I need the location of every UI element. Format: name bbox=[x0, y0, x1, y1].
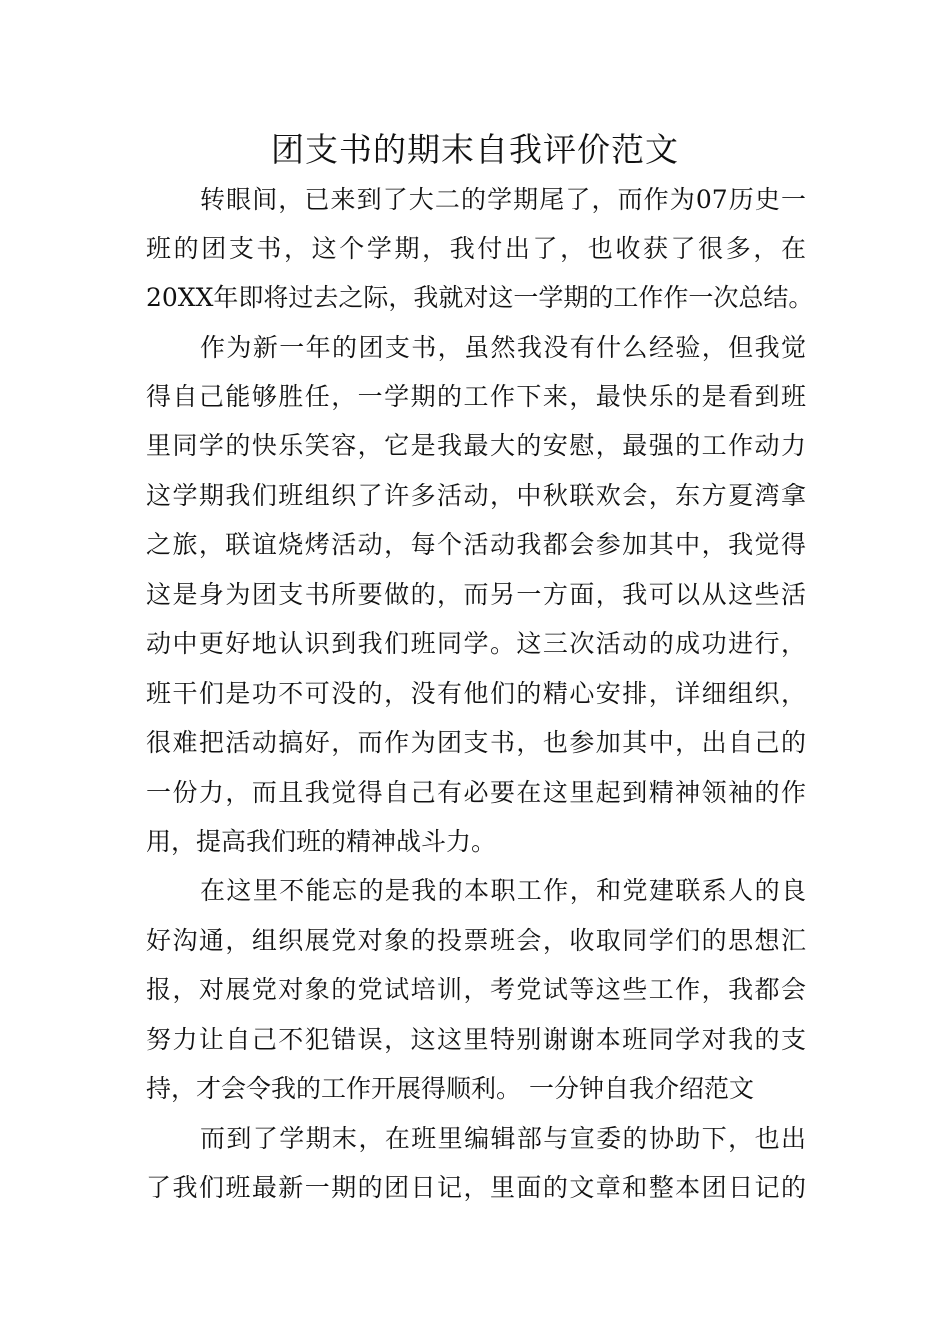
paragraph-3-line-1: 在这里不能忘的是我的本职工作，和党建联系人的良 bbox=[200, 876, 806, 905]
paragraph-2-line-6: 这是身为团支书所要做的，而另一方面，我可以从这些活 bbox=[146, 580, 806, 609]
paragraph-2-line-8: 班干们是功不可没的，没有他们的精心安排，详细组织， bbox=[146, 679, 806, 708]
paragraph-3-line-5: 持，才会令我的工作开展得顺利。 一分钟自我介绍范文 bbox=[146, 1074, 754, 1103]
paragraph-4-line-2: 了我们班最新一期的团日记，里面的文章和整本团日记的 bbox=[146, 1173, 806, 1202]
paragraph-2-line-11: 用，提高我们班的精神战斗力。 bbox=[146, 827, 497, 856]
paragraph-3-line-2: 好沟通，组织展党对象的投票班会，收取同学们的思想汇 bbox=[146, 926, 806, 955]
paragraph-2-line-1: 作为新一年的团支书，虽然我没有什么经验，但我觉 bbox=[200, 333, 806, 362]
paragraph-3-line-3: 报，对展党对象的党试培训，考党试等这些工作，我都会 bbox=[146, 975, 806, 1004]
paragraph-1-line-3: 20XX年即将过去之际，我就对这一学期的工作作一次总结。 bbox=[146, 283, 814, 312]
paragraph-2-line-5: 之旅，联谊烧烤活动，每个活动我都会参加其中，我觉得 bbox=[146, 530, 806, 559]
paragraph-2-line-4: 这学期我们班组织了许多活动，中秋联欢会，东方夏湾拿 bbox=[146, 481, 806, 510]
paragraph-2-line-3: 里同学的快乐笑容，它是我最大的安慰，最强的工作动力 bbox=[146, 431, 806, 460]
paragraph-3-line-4: 努力让自己不犯错误，这这里特别谢谢本班同学对我的支 bbox=[146, 1025, 806, 1054]
paragraph-4-line-1: 而到了学期末，在班里编辑部与宣委的协助下，也出 bbox=[200, 1124, 806, 1153]
paragraph-2-line-7: 动中更好地认识到我们班同学。这三次活动的成功进行， bbox=[146, 629, 806, 658]
paragraph-1-line-1: 转眼间，已来到了大二的学期尾了，而作为07历史一 bbox=[200, 185, 806, 214]
document-title: 团支书的期末自我评价范文 bbox=[271, 130, 679, 169]
paragraph-1-line-2: 班的团支书，这个学期，我付出了，也收获了很多，在 bbox=[146, 234, 806, 263]
paragraph-2-line-10: 一份力，而且我觉得自己有必要在这里起到精神领袖的作 bbox=[146, 778, 806, 807]
paragraph-2-line-2: 得自己能够胜任，一学期的工作下来，最快乐的是看到班 bbox=[146, 382, 806, 411]
paragraph-2-line-9: 很难把活动搞好，而作为团支书，也参加其中，出自己的 bbox=[146, 728, 806, 757]
